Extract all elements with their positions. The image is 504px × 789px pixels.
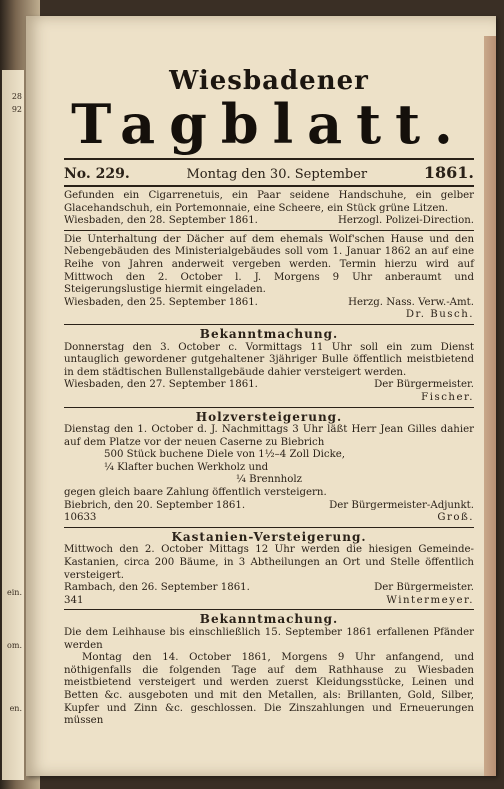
notice-text: Dienstag den 1. October d. J. Nachmittags 3 Uhr läßt Herr Jean Gilles dahier auf dem Platze vor der neuen Caserne zu Biebrich <box>64 424 474 448</box>
notice-signer-name: Groß. <box>437 512 474 524</box>
notice-place-date: Wiesbaden, den 25. September 1861. <box>64 296 258 308</box>
notice-signer-name: Wintermeyer. <box>386 594 474 606</box>
notice-wood-auction <box>64 408 474 527</box>
notice-pawn-auction <box>64 610 474 729</box>
notice-text: gegen gleich baare Zahlung öffentlich versteigern. <box>64 487 327 499</box>
issue-year: 1861. <box>423 163 474 182</box>
notice-title: Bekanntmachung. <box>199 612 339 627</box>
notice-title: Holzversteigerung. <box>195 409 343 424</box>
notice-bull-auction <box>64 325 474 407</box>
notice-title: Bekanntmachung. <box>199 326 339 341</box>
notice-text: Die Unterhaltung der Dächer auf dem ehemals Wolf'schen Hause und den Nebengebäuden des Ministerialgebäudes soll vom 1. Januar 1862 an auf eine Reihe von Jahren anderweit vergeben werden. Termin hierzu wird auf Mittwoch den 2. October l. J. Morgens 9 Uhr anberaumt und Steigerungslustige hiermit eingeladen. <box>64 233 474 296</box>
spine-mark: 28 <box>11 92 22 101</box>
notice-item: 500 Stück buchene Diele von 1½–4 Zoll Dicke, <box>104 449 346 461</box>
notice-signer: Herzg. Nass. Verw.-Amt. <box>348 296 474 308</box>
notice-title: Kastanien-Versteigerung. <box>171 529 367 544</box>
notice-text: Die dem Leihhause bis einschließlich 15. September 1861 erfallenen Pfänder werden <box>64 627 474 651</box>
newspaper-page <box>26 16 496 776</box>
masthead-title: Tagblatt. <box>71 92 467 156</box>
notice-reference: 341 <box>64 594 84 606</box>
notice-place-date: Wiesbaden, den 27. September 1861. <box>64 379 258 391</box>
issue-number: No. 229. <box>64 166 130 182</box>
spine-mark: 92 <box>11 105 22 114</box>
notice-signer: Der Bürgermeister-Adjunkt. <box>329 499 474 511</box>
notice-item: ¼ Brennholz <box>236 474 302 486</box>
notice-roof-maintenance <box>64 231 474 324</box>
notice-place-date: Biebrich, den 20. September 1861. <box>64 499 246 511</box>
notice-text: Mittwoch den 2. October Mittags 12 Uhr werden die hiesigen Gemeinde-Kastanien, circa 200 Bäume, in 3 Abtheilungen an Ort und Stelle öffentlich versteigert. <box>64 544 474 581</box>
notice-chestnut-auction <box>64 528 474 610</box>
spine-word: om. <box>7 641 22 650</box>
notice-found-items <box>64 187 474 230</box>
previous-page-edge <box>2 70 24 780</box>
notice-place-date: Rambach, den 26. September 1861. <box>64 582 250 594</box>
notice-signer-name: Fischer. <box>421 391 474 403</box>
spine-word: ein. <box>7 588 22 597</box>
issue-date: Montag den 30. September <box>186 167 368 182</box>
notice-text: Gefunden ein Cigarrenetuis, ein Paar seidene Handschuhe, ein gelber Glacehandschuh, ein Portemonnaie, eine Scheere, ein Stück grüne Litzen. <box>64 190 474 214</box>
notice-signer-name: Dr. Busch. <box>405 309 474 321</box>
notice-item: ¼ Klafter buchen Werkholz und <box>104 461 269 473</box>
notice-place-date: Wiesbaden, den 28. September 1861. <box>64 215 258 227</box>
page-content <box>64 66 474 730</box>
notice-signer: Herzogl. Polizei-Direction. <box>337 215 474 227</box>
page-edge <box>484 36 496 776</box>
spine-word: en. <box>9 704 22 713</box>
masthead-city: Wiesbadener <box>169 66 369 96</box>
notice-reference: 10633 <box>64 512 97 524</box>
dateline <box>64 160 474 185</box>
notice-signer: Der Bürgermeister. <box>374 379 474 391</box>
notice-text: Montag den 14. October 1861, Morgens 9 Uhr anfangend, und nöthigenfalls die folgenden Tage auf dem Rathhause zu Wiesbaden meistbietend versteigert und werden zuerst Kleidungsstücke, Leinen und Betten &c. ausgeboten und mit den Metallen, als: Brillanten, Gold, Silber, Kupfer und Zinn &c. geschlossen. Die Zinszahlungen und Erneuerungen müssen <box>64 652 474 727</box>
notice-text: Donnerstag den 3. October c. Vormittags 11 Uhr soll ein zum Dienst untauglich gewordener gutgehaltener 3jähriger Bulle öffentlich meistbietend in dem städtischen Bullenstallgebäude dahier versteigert werden. <box>64 341 474 378</box>
notice-signer: Der Bürgermeister. <box>374 582 474 594</box>
